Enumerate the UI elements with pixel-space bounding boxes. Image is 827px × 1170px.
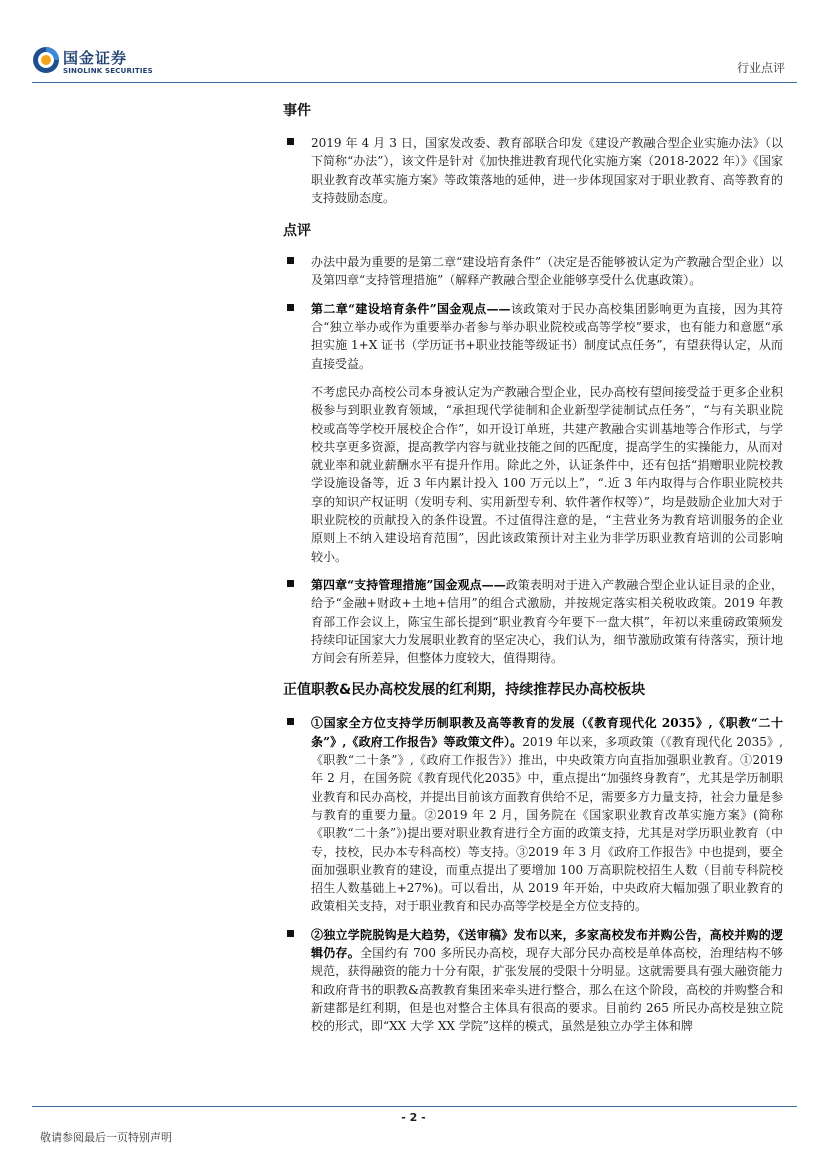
logo-chinese-name: 国金证券	[63, 49, 128, 67]
bullet-paragraph-event	[283, 134, 783, 207]
report-body	[283, 96, 783, 1035]
bullet-square-icon	[287, 930, 294, 937]
bullet-paragraph-chapter-four	[283, 576, 783, 667]
paragraph-text: 该政策对于民办高校集团影响更为直接，因为其符合“独立举办或作为重要举办者参与举办职业院校或高等学校”要求，也有能力和意愿“承担实施 1+X 证书（学历证书+职业技能等级证书）制度试点任务”，有望获得认定，从而直接受益。	[311, 301, 783, 371]
footer-divider	[32, 1106, 797, 1107]
section-title-event: 事件	[283, 103, 311, 119]
bullet-paragraph-chapter-two	[283, 300, 783, 373]
bullet-square-icon	[287, 257, 294, 264]
bullet-paragraph-mergers	[283, 926, 783, 1036]
bullet-square-icon	[287, 304, 294, 311]
paragraph-text: 2019 年以来，多项政策（《教育现代化 2035》,《职教“二十条”》,《政府工作报告》）推出，中央政策方向直指加强职业教育。①2019 年 2 月，在国务院《教育现代化2035》中，重点提出“加强终身教育”，尤其是学历制职业教育和民办高校，并提出目前该方面教育供给不足，需要多方力量支持，社会力量是参与教育的重要力量。②2019 年 2 月，国务院在《国家职业教育改革实施方案》(简称《职教“二十条”》)提出要对职业教育进行全方面的政策支持，尤其是对学历职业教育（中专，技校，民办本专科高校）等支持。③2019 年 3 月《政府工作报告》中也提到，要全面加强职业教育的建设，而重点提出了要增加 100 万高职院校招生人数（目前专科院校招生人数基础上+27%)。可以看出，从 2019 年开始，中央政府大幅加强了职业教育的政策相关支持，对于职业教育和民办高等学校是全方位支持的。	[311, 734, 783, 914]
header-divider	[32, 82, 797, 83]
paragraph-text: 办法中最为重要的是第二章“建设培育条件”（决定是否能够被认定为产教融合型企业）以及第四章“支持管理措施”（解释产教融合型企业能够享受什么优惠政策）。	[311, 255, 783, 288]
bullet-square-icon	[287, 138, 294, 145]
company-logo	[32, 46, 172, 80]
logo-english-name: SINOLINK SECURITIES	[63, 67, 153, 75]
bullet-paragraph-overview	[283, 253, 783, 290]
page-number: - 2 -	[401, 1111, 426, 1124]
paragraph-text: 全国约有 700 多所民办高校，现存大部分民办高校是单体高校，治理结构不够规范，获得融资的能力十分有限，扩张发展的受限十分明显。这就需要具有强大融资能力和政府背书的职教&高教教育集团来牵头进行整合，那么在这个阶段，高校的并购整合和新建都是红利期，但是也对整合主体具有很高的要求。目前约 265 所民办高校是独立院校的形式，即“XX 大学 XX 学院”这样的模式，虽然是独立办学主体和牌	[311, 945, 783, 1034]
footer-disclaimer: 敬请参阅最后一页特别声明	[40, 1131, 172, 1144]
paragraph-text: 政策表明对于进入产教融合型企业认证目录的企业，给予“金融+财政+土地+信用”的组合式激励，并按规定落实相关税收政策。2019 年教育部工作会议上，陈宝生部长提到“职业教育今年要下一盘大棋”，年初以来重磅政策频发持续印证国家大力发展职业教育的坚定决心，我们认为，细节激励政策有待落实，预计地方间会有所差异，但整体力度较大，值得期待。	[311, 577, 783, 666]
paragraph-indirect-benefit	[283, 383, 783, 566]
paragraph-text: 2019 年 4 月 3 日，国家发改委、教育部联合印发《建设产教融合型企业实施办法》（以下简称“办法”），该文件是针对《加快推进教育现代化实施方案（2018-2022 年）》《国家职业教育改革实施方案》等政策落地的延伸，进一步体现国家对于职业教育、高等教育的支持鼓励态度。	[311, 136, 783, 205]
section-title-theme: 正值职教&民办高校发展的红利期，持续推荐民办高校板块	[283, 682, 646, 699]
report-type-label: 行业点评	[736, 61, 785, 75]
page-header	[0, 0, 827, 90]
section-title-comment: 点评	[283, 223, 311, 240]
bullet-square-icon	[287, 580, 294, 587]
paragraph-text: 不考虑民办高校公司本身被认定为产教融合型企业，民办高校有望间接受益于更多企业积极参与到职业教育领域，“承担现代学徒制和企业新型学徒制试点任务”，“与有关职业院校或高等学校开展校企合作”，如开设订单班，共建产教融合实训基地等合作形式，与学校共享更多资源，提高教学内容与就业技能之间的匹配度，提高学生的实操能力，从而对就业率和就业薪酬水平有提升作用。除此之外，认证条件中，还有包括“捐赠职业院校教学设施设备等，近 3 年内累计投入 100 万元以上”，“.近 3 年内取得与合作职业院校共享的知识产权证明（发明专利、实用新型专利、软件著作权等）”，均是鼓励企业加大对于职业院校的贡献投入的条件设置。不过值得注意的是，“主营业务为教育培训服务的企业原则上不纳入建设培育范围”，因此该政策预计对主业为非学历职业教育培训的公司影响较小。	[311, 384, 783, 564]
paragraph-lead: 第四章“支持管理措施”国金观点——	[311, 577, 506, 592]
paragraph-lead: 第二章“建设培育条件”国金观点——	[311, 301, 511, 316]
paragraph-lead: ②独立学院脱钩是大趋势，《送审稿》发布以来，多家高校发布并购公告，高校并购的逻辑仍存。	[311, 927, 783, 960]
bullet-square-icon	[287, 718, 294, 725]
paragraph-lead: ①国家全方位支持学历制职教及高等教育的发展（《教育现代化 2035》,《职教“二十条”》,《政府工作报告》等政策文件）。	[311, 716, 783, 749]
bullet-paragraph-policy-support	[283, 714, 783, 915]
logo-emblem-icon	[32, 46, 60, 74]
